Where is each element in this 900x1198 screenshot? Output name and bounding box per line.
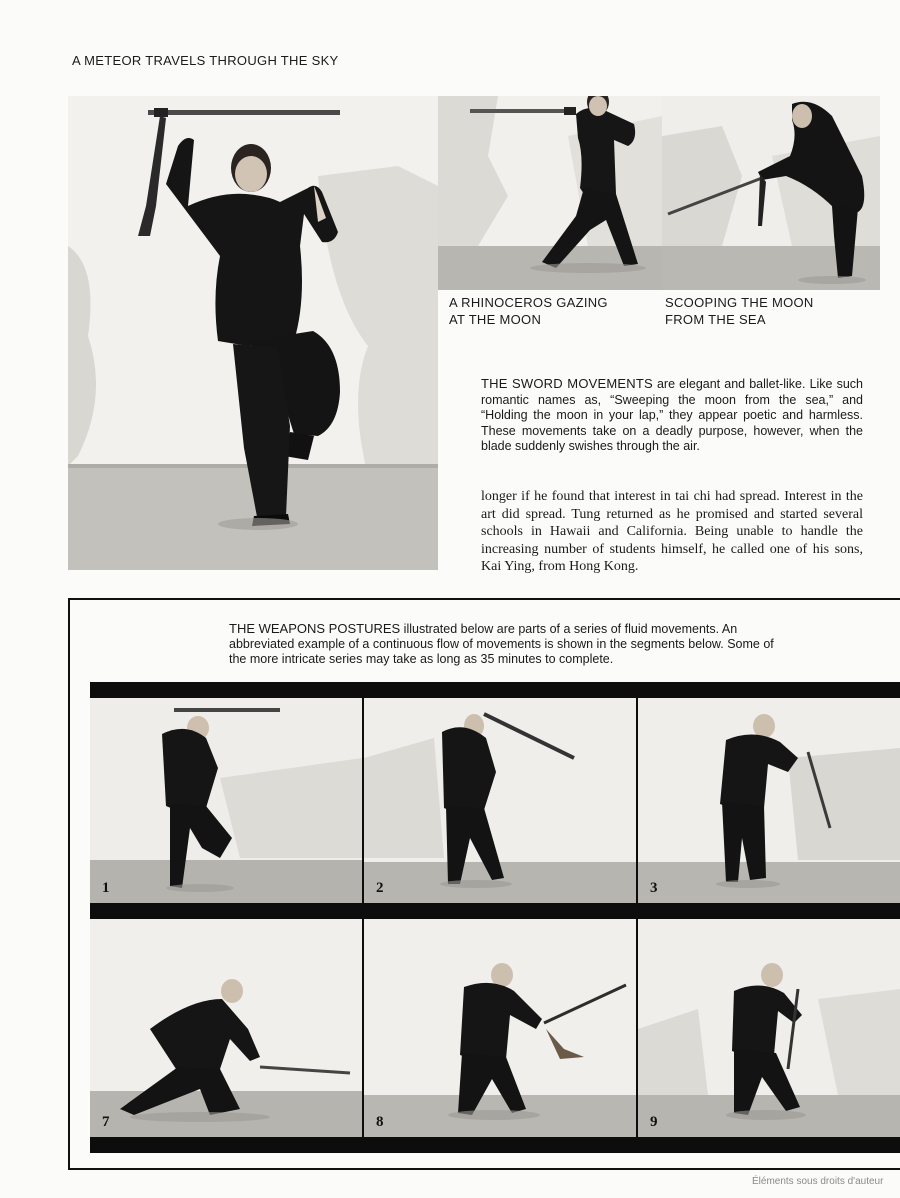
scooping-figure-illustration [662, 96, 880, 290]
rhinoceros-caption-line-2: AT THE MOON [449, 312, 542, 327]
weapons-postures-body: illustrated below are parts of a series of fluid movements. An abbreviated example of a continuous flow of movements is shown in the segments below. Some of the more intricate series may take as long as 35 minutes to complete. [229, 622, 774, 666]
frame-9-illustration [638, 919, 900, 1137]
frame-number: 3 [650, 880, 658, 896]
weapons-postures-lead: THE WEAPONS POSTURES [229, 621, 401, 636]
sword-movements-body: are elegant and ballet-like. Like such romantic names as, “Sweeping the moon from the sea,” and “Holding the moon in your lap,” they appear poetic and harmless. These movements take on a deadly purpose, however, when the blade suddenly swishes through the air. [481, 377, 863, 453]
meteor-caption: A METEOR TRAVELS THROUGH THE SKY [72, 53, 339, 68]
story-paragraph: longer if he found that interest in tai chi had spread. Interest in the art did spread. Tung returned as he promised and started several schools in Hawaii and California. Being unable to handle the increasing number of students himself, he called one of his sons, Kai Ying, from Hong Kong. [481, 489, 863, 574]
scooping-caption-line-1: SCOOPING THE MOON [665, 295, 814, 310]
frame-number: 2 [376, 880, 384, 896]
sequence-frame-3 [638, 698, 900, 903]
frame-8-illustration [364, 919, 636, 1137]
sword-movements-paragraph [481, 376, 863, 455]
middle-band [90, 903, 900, 919]
frame-number: 8 [376, 1114, 384, 1130]
frame-2-illustration [364, 698, 636, 903]
meteor-figure-illustration [68, 96, 438, 570]
sequence-frame-7 [90, 919, 362, 1137]
frame-number: 9 [650, 1114, 658, 1130]
frame-1-illustration [90, 698, 362, 903]
rhinoceros-caption-line-1: A RHINOCEROS GAZING [449, 295, 608, 310]
top-band [90, 682, 900, 698]
frame-number: 1 [102, 880, 110, 896]
sequence-frame-1 [90, 698, 362, 903]
frame-3-illustration [638, 698, 900, 903]
rhinoceros-caption [449, 294, 608, 328]
frame-number: 7 [102, 1114, 110, 1130]
photo-meteor [68, 96, 438, 570]
scooping-caption-line-2: FROM THE SEA [665, 312, 766, 327]
photo-rhinoceros [438, 96, 662, 290]
sequence-frame-2 [364, 698, 636, 903]
bottom-band [90, 1137, 900, 1153]
sword-movements-lead: THE SWORD MOVEMENTS [481, 376, 653, 391]
weapons-postures-paragraph [229, 621, 789, 667]
copyright-watermark: Éléments sous droits d'auteur [752, 1176, 884, 1187]
sequence-frame-8 [364, 919, 636, 1137]
frame-7-illustration [90, 919, 362, 1137]
sequence-frame-9 [638, 919, 900, 1137]
scooping-caption [665, 294, 814, 328]
photo-scooping [662, 96, 880, 290]
rhinoceros-figure-illustration [438, 96, 662, 290]
